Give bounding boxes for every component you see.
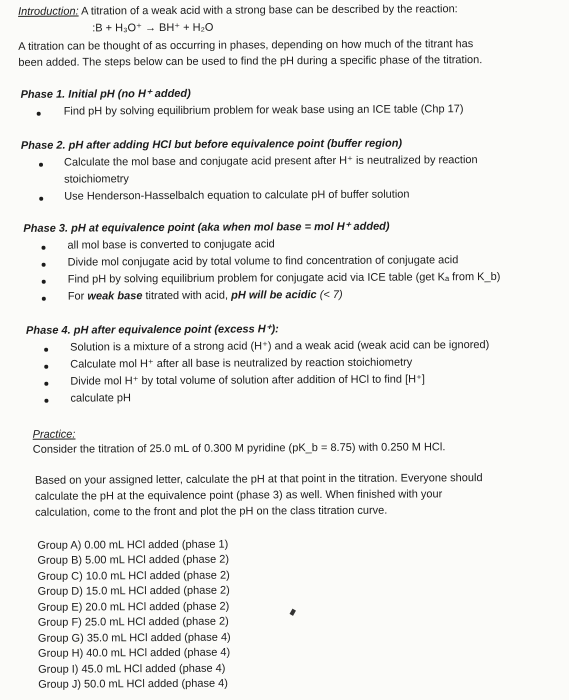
practice-instructions-2: calculate the pH at the equivalence point (phase 3) as well. When finished with your	[34, 488, 443, 503]
intro-line-1	[18, 2, 458, 20]
phase3-bullet-3: Find pH by solving equilibrium problem for conjugate acid via ICE table (get Kₐ from K_b)	[67, 270, 501, 286]
bullet-dot	[44, 399, 48, 403]
emphasis-weak-base: weak base	[87, 290, 143, 303]
phase4-bullet-3: Divide mol H⁺ by total volume of solution after addition of HCl to find [H⁺]	[70, 373, 425, 388]
phase4-title: Phase 4. pH after equivalence point (excess H⁺):	[25, 323, 279, 337]
phase4-bullet-4: calculate pH	[70, 392, 132, 405]
bullet-dot	[42, 263, 46, 267]
group-item: Group D) 15.0 mL HCl added (phase 2)	[37, 584, 230, 598]
bullet-dot	[42, 297, 46, 301]
phase1-title: Phase 1. Initial pH (no H⁺ added)	[20, 87, 191, 101]
bullet-dot	[39, 197, 43, 201]
intro-label: Introduction:	[18, 5, 79, 18]
reaction-equation: :B + H₃O⁺ → BH⁺ + H₂O	[92, 21, 214, 35]
group-item: Group J) 50.0 mL HCl added (phase 4)	[38, 677, 228, 691]
phase3-title: Phase 3. pH at equivalence point (aka when mol base = mol H⁺ added)	[23, 220, 390, 235]
phase2-bullet-2: Use Henderson-Hasselbalch equation to calculate pH of buffer solution	[64, 188, 410, 203]
bullet-dot	[44, 365, 48, 369]
text-run: titrated with acid,	[142, 289, 232, 303]
bullet-dot	[42, 246, 46, 250]
group-item: Group F) 25.0 mL HCl added (phase 2)	[37, 615, 229, 629]
text-run: (< 7)	[316, 288, 343, 302]
practice-label: Practice:	[32, 428, 76, 441]
phase1-bullet-1: Find pH by solving equilibrium problem for weak base using an ICE table (Chp 17)	[63, 103, 464, 118]
phase3-bullet-1: all mol base is converted to conjugate acid	[67, 238, 275, 252]
practice-instructions-1: Based on your assigned letter, calculate the pH at that point in the titration. Everyone should	[34, 472, 483, 487]
phase4-bullet-1: Solution is a mixture of a strong acid (H⁺) and a weak acid (weak acid can be ignored)	[70, 339, 490, 354]
group-item: Group H) 40.0 mL HCl added (phase 4)	[37, 646, 231, 660]
group-item: Group I) 45.0 mL HCl added (phase 4)	[38, 662, 226, 676]
intro-line-4: been added. The steps below can be used to find the pH during a specific phase of the titration.	[18, 54, 483, 69]
phase2-bullet-1: Calculate the mol base and conjugate acid present after H⁺ is neutralized by reaction	[63, 154, 478, 169]
phase3-bullet-2: Divide mol conjugate acid by total volume to find concentration of conjugate acid	[67, 254, 459, 269]
group-item: Group E) 20.0 mL HCl added (phase 2)	[37, 600, 230, 614]
group-item: Group C) 10.0 mL HCl added (phase 2)	[37, 569, 230, 583]
group-item: Group A) 0.00 mL HCl added (phase 1)	[37, 538, 229, 552]
practice-instructions-3: calculation, come to the front and plot the pH on the class titration curve.	[35, 504, 388, 519]
group-item: Group G) 35.0 mL HCl added (phase 4)	[37, 631, 231, 645]
intro-line-3: A titration can be thought of as occurring in phases, depending on how much of the titrant has	[18, 38, 474, 53]
group-item: Group B) 5.00 mL HCl added (phase 2)	[37, 553, 230, 567]
bullet-dot	[44, 382, 48, 386]
phase4-bullet-2: Calculate mol H⁺ after all base is neutralized by reaction stoichiometry	[70, 356, 413, 371]
bullet-dot	[37, 112, 41, 116]
phase2-bullet-1-cont: stoichiometry	[64, 173, 129, 186]
phase2-title: Phase 2. pH after adding HCl but before equivalence point (buffer region)	[20, 137, 403, 152]
bullet-dot	[42, 280, 46, 284]
text-run: For	[67, 290, 88, 303]
emphasis-acidic: pH will be acidic	[231, 289, 317, 302]
bullet-dot	[44, 348, 48, 352]
phase3-bullet-4	[68, 288, 343, 305]
practice-question: Consider the titration of 25.0 mL of 0.300 M pyridine (pK_b = 8.75) with 0.250 M HCl.	[32, 441, 446, 456]
pen-mark	[290, 609, 296, 616]
bullet-dot	[39, 163, 43, 167]
intro-text: A titration of a weak acid with a strong base can be described by the reaction:	[78, 3, 458, 18]
